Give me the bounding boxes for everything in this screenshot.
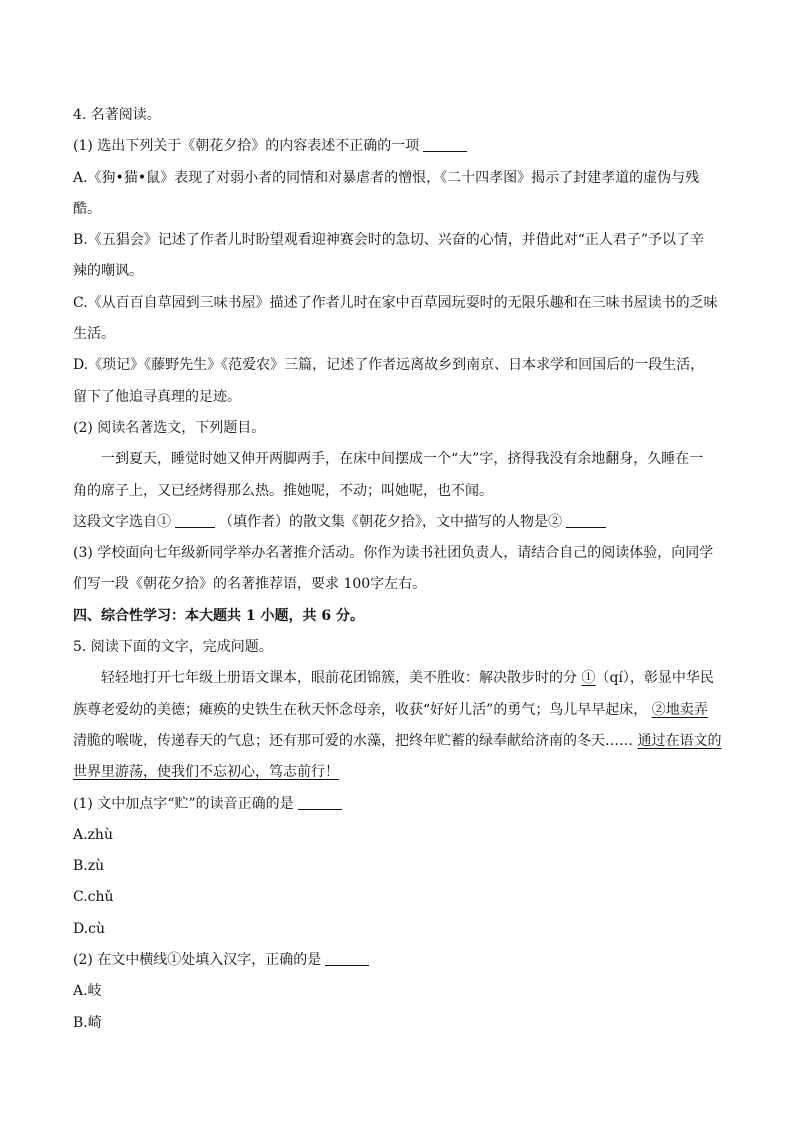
q4-option-a-line2: 酷。 <box>73 200 101 217</box>
q5-passage-line2 <box>73 695 721 726</box>
q4-option-b-line1: B.《五猖会》记述了作者儿时盼望观看迎神赛会时的急切、兴奋的心情，并借此对“正人君子”予以了辛 <box>73 232 705 249</box>
q4-p3-line1: (3) 学校面向七年级新同学举办名著推介活动。你作为读书社团负责人，请结合自己的阅读体验，向同学 <box>73 545 714 562</box>
q5-passage-l3b: 通过在语文的 <box>637 732 722 749</box>
q5-passage-line4 <box>73 757 721 788</box>
answer-blank[interactable] <box>325 951 369 966</box>
q4-option-d-line1: D.《琐记》《藤野先生》《范爱农》三篇，记述了作者远离故乡到南京、日本求学和回国后的一段生活， <box>73 357 705 374</box>
q4-option-c-line1: C.《从百百自草园到三味书屋》描述了作者儿时在家中百草园玩耍时的无限乐趣和在三味书屋读书的乏味 <box>73 294 718 311</box>
document-page <box>73 100 721 1039</box>
answer-blank-author[interactable] <box>175 513 215 528</box>
q5-passage-l2: 族尊老爱幼的美德；瘫痪的史铁生在秋天怀念母亲，收获“好好儿活”的勇气；鸟儿早早起床， <box>73 701 648 718</box>
q4-p2-stem: (2) 阅读名著选文，下列题目。 <box>73 419 266 436</box>
q4-p1-stem-text: (1) 选出下列关于《朝花夕拾》的内容表述不正确的一项 <box>73 138 420 155</box>
section-heading-a: 四、综合性学习：本大题共 <box>73 607 241 624</box>
section-num-points: 6 <box>321 607 332 624</box>
q5-passage-l1c: （qí），彰显中华民 <box>595 670 714 687</box>
q5-p2-option-a: A.岐 <box>73 983 102 1000</box>
q5-p1-option-b: B.zù <box>73 858 105 875</box>
q5-p1-option-d: D.cù <box>73 920 106 937</box>
q5-passage-l1a: 轻轻地打开七年级上册语文课本，眼前花团锦簇，美不胜收：解决散步时的分 <box>101 670 577 687</box>
q5-p2-option-b: B.崎 <box>73 1014 102 1031</box>
section-num-questions: 1 <box>245 607 256 624</box>
q5-passage-line1 <box>73 663 721 694</box>
q4-option-d-line2: 留下了他追寻真理的足迹。 <box>73 388 241 405</box>
q4-p2-fill <box>73 507 721 538</box>
q4-p3-line2: 们写一段《朝花夕拾》的名著推荐语，要求 100字左右。 <box>73 576 427 593</box>
q4-option-c-line2: 生活。 <box>73 326 115 343</box>
q4-option-b-line2: 辣的嘲讽。 <box>73 263 143 280</box>
q5-title: 5. 阅读下面的文字，完成问题。 <box>73 639 273 656</box>
section-heading <box>73 601 721 632</box>
q4-passage-line2: 角的席子上，又已经烤得那么热。推她呢，不动；叫她呢，也不闻。 <box>73 482 493 499</box>
q5-p2-stem-text: (2) 在文中横线①处填入汉字，正确的是 <box>73 952 322 969</box>
q4-fill-part-a: 这段文字选自① <box>73 513 171 530</box>
q5-passage-l2b: ②地卖弄 <box>651 701 708 718</box>
section-heading-c: 分。 <box>336 607 364 624</box>
q5-p1-stem <box>73 789 721 820</box>
q5-p1-stem-text: (1) 文中加点字“贮”的读音正确的是 <box>73 795 294 812</box>
section-heading-b: 小题，共 <box>260 607 317 624</box>
q5-passage-l4: 世界里游荡，使我们不忘初心，笃志前行！ <box>73 764 339 781</box>
answer-blank[interactable] <box>298 795 342 810</box>
q5-p1-option-a: A.zhù <box>73 826 113 843</box>
q4-passage-line1: 一到夏天，睡觉时她又伸开两脚两手，在床中间摆成一个“大”字，挤得我没有余地翻身，久睡在一 <box>101 451 704 468</box>
q4-p1-stem <box>73 131 721 162</box>
q4-fill-part-b: （填作者）的散文集《朝花夕拾》，文中描写的人物是② <box>219 513 562 530</box>
q5-passage-line3 <box>73 726 721 757</box>
q5-p1-option-c: C.chǔ <box>73 889 114 906</box>
answer-blank[interactable] <box>423 137 467 152</box>
answer-blank-character[interactable] <box>566 513 606 528</box>
q4-option-a-line1: A.《狗•猫•鼠》表现了对弱小者的同情和对暴虐者的憎恨，《二十四孝图》揭示了封建孝道的虚伪与残 <box>73 169 700 186</box>
q4-title: 4. 名著阅读。 <box>73 107 161 123</box>
blank-marker-1: ① <box>581 670 596 687</box>
q5-p2-stem <box>73 945 721 976</box>
q5-passage-l3a: 清脆的喉咙，传递春天的气息；还有那可爱的水藻，把终年贮蓄的绿奉献给济南的冬天…… <box>73 732 633 749</box>
